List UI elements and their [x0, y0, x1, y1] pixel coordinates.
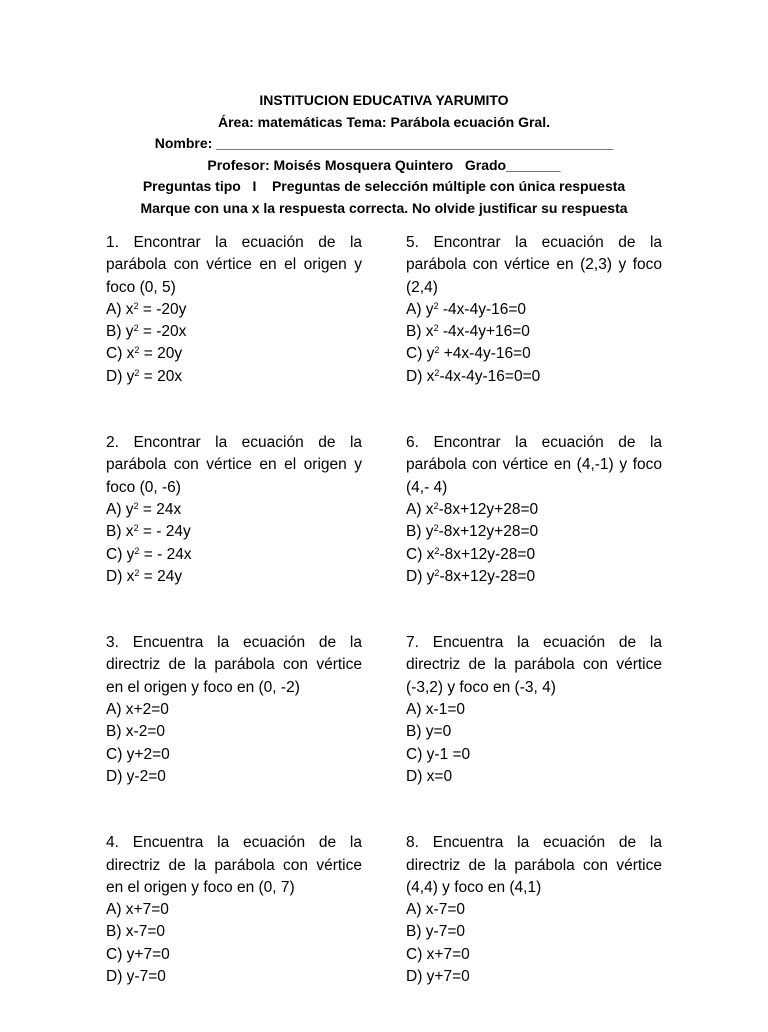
- question-number: 8.: [406, 834, 419, 852]
- option-d: D) y-7=0: [106, 968, 166, 986]
- question-text: Encontrar la ecuación de la parábola con vértice en el origen y foco (0, -6): [106, 434, 363, 496]
- worksheet-header: [0, 90, 768, 220]
- option-a: A) x+7=0: [106, 901, 169, 919]
- option-a: A) $y^2 = 24x$: [106, 500, 182, 518]
- question-number: 7.: [406, 634, 419, 652]
- option-b: B) $x^2$ -4x-4y+16=0: [406, 323, 530, 341]
- question-text: Encuentra la ecuación de la directriz de la parábola con vértice en el origen y foco en (0, 7): [106, 834, 362, 896]
- option-d: D) $x^2 = 24y$: [106, 567, 183, 585]
- question-text: Encuentra la ecuación de la directriz de la parábola con vértice (-3,2) y foco en (-3, 4): [406, 634, 662, 696]
- option-a: A) $x^2-8x+12y+28=0$: [406, 500, 539, 518]
- option-c: C) y-1 =0: [406, 745, 471, 763]
- option-d: D) $x^2-4x-4y-16=0=0$: [406, 367, 541, 385]
- option-c: C) $x^2-8x+12y-28=0$: [406, 545, 536, 563]
- option-d: D) $y^2-8x+12y-28=0$: [406, 567, 536, 585]
- question-4: [106, 832, 362, 988]
- option-b: B) $y^2 = -20x$: [106, 323, 187, 341]
- area-topic-line: Área: matemáticas Tema: Parábola ecuación Gral.: [218, 113, 550, 130]
- option-c: C) x+7=0: [406, 945, 470, 963]
- question-text: Encuentra la ecuación de la directriz de la parábola con vértice (4,4) y foco en (4,1): [406, 834, 662, 896]
- question-stem: [406, 432, 662, 499]
- question-stem: [106, 832, 362, 899]
- question-6: [406, 432, 662, 588]
- teacher-grade-line: Profesor: Moisés Mosquera Quintero Grado_______: [207, 156, 561, 173]
- name-line: Nombre: ___________________________________________________: [154, 135, 614, 152]
- option-d: D) x=0: [406, 767, 453, 785]
- option-b: B) y-7=0: [406, 923, 466, 941]
- question-text: Encontrar la ecuación de la parábola con vértice en (4,-1) y foco (4,- 4): [406, 434, 663, 496]
- option-d: D) y+7=0: [406, 968, 470, 986]
- option-a: A) x-1=0: [406, 701, 466, 719]
- questions-column-right: [406, 232, 662, 1032]
- question-2: [106, 432, 362, 588]
- option-c: C) y+7=0: [106, 945, 170, 963]
- question-stem: [406, 632, 662, 699]
- option-c: C) $x^2 = 20y$: [106, 345, 183, 363]
- option-a: A) x-7=0: [406, 901, 466, 919]
- question-1: [106, 232, 362, 388]
- option-c: C) $y^2$ = - 24x: [106, 545, 192, 563]
- question-8: [406, 832, 662, 988]
- question-number: 2.: [106, 434, 119, 452]
- option-b: B) x-2=0: [106, 723, 166, 741]
- question-type-line: Preguntas tipo I Preguntas de selección múltiple con única respuesta: [142, 178, 626, 195]
- question-text: Encontrar la ecuación de la parábola con vértice en (2,3) y foco (2,4): [406, 234, 663, 296]
- option-c: C) y+2=0: [106, 745, 170, 763]
- question-stem: [106, 632, 362, 699]
- question-number: 3.: [106, 634, 119, 652]
- option-a: A) $y^2$ -4x-4y-16=0: [406, 300, 527, 318]
- question-number: 4.: [106, 834, 119, 852]
- question-7: [406, 632, 662, 788]
- option-b: B) $x^2$ = - 24y: [106, 523, 191, 541]
- question-number: 5.: [406, 234, 419, 251]
- question-text: Encontrar la ecuación de la parábola con vértice en el origen y foco (0, 5): [106, 234, 363, 296]
- institution-title: INSTITUCION EDUCATIVA YARUMITO: [259, 92, 509, 108]
- question-stem: [406, 232, 662, 299]
- option-c: C) $y^2 +4x-4y-16=0$: [406, 345, 531, 363]
- question-stem: [106, 432, 362, 499]
- option-b: B) x-7=0: [106, 923, 166, 941]
- question-stem: [106, 232, 362, 299]
- question-3: [106, 632, 362, 788]
- option-a: A) $x^2 = -20y$: [106, 300, 187, 318]
- option-d: D) $y^2 = 20x$: [106, 367, 183, 385]
- question-5: [406, 232, 662, 388]
- option-a: A) x+2=0: [106, 701, 169, 719]
- question-text: Encuentra la ecuación de la directriz de la parábola con vértice en el origen y foco en (0, -2): [106, 634, 362, 696]
- instructions-line: Marque con una x la respuesta correcta. No olvide justificar su respuesta: [140, 199, 628, 216]
- question-number: 1.: [106, 234, 119, 251]
- option-b: B) $y^2-8x+12y+28=0$: [406, 523, 539, 541]
- question-number: 6.: [406, 434, 419, 452]
- questions-column-left: [106, 232, 362, 1032]
- option-b: B) y=0: [406, 723, 452, 741]
- question-stem: [406, 832, 662, 899]
- option-d: D) y-2=0: [106, 767, 166, 785]
